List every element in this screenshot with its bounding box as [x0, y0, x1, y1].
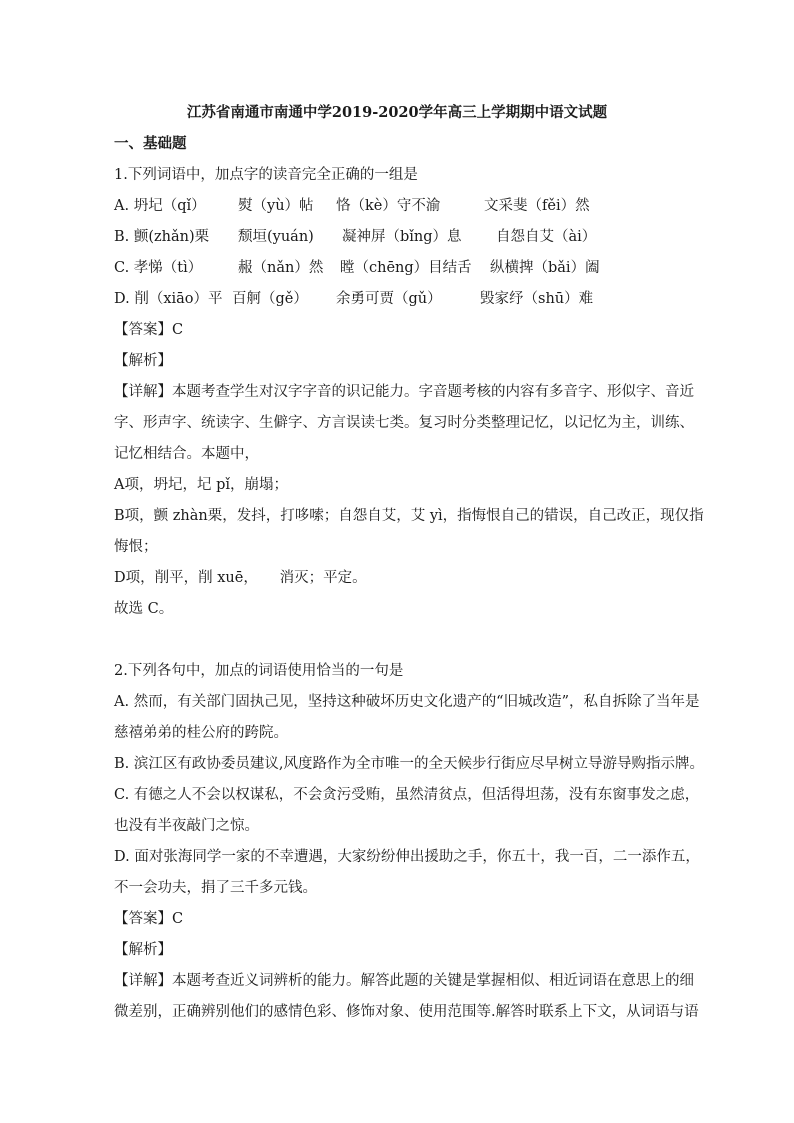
page-title: 江苏省南通市南通中学2019-2020学年高三上学期期中语文试题: [186, 104, 608, 121]
detail-text: 微差别，正确辨别他们的感情色彩、修饰对象、使用范围等.解答时联系上下文，从词语与语: [114, 1004, 699, 1020]
option-a-item-1: A. 坍圮（qǐ）: [114, 198, 206, 214]
question-2-option-a: [114, 692, 700, 712]
option-a-item-3: 恪（kè）守不渝: [336, 198, 441, 214]
option-b-item-1: B. 颤(zhǎn)栗: [114, 229, 210, 245]
question-1-detail-line: 悔恨；: [114, 539, 158, 555]
question-2-stem: 2.下列各句中，加点的词语使用恰当的一句是: [114, 663, 404, 679]
question-1-detail-line: [114, 382, 694, 402]
question-2-detail-line: [114, 971, 694, 991]
option-c-item-3: 瞠（chēng）目结舌: [340, 260, 472, 276]
question-1-option-a: [114, 196, 680, 216]
question-1-detail-line: 记忆相结合。本题中，: [114, 446, 259, 462]
section-heading: 一、基础题: [114, 135, 187, 152]
question-2-option-a-cont: 慈禧弟弟的桂公府的跨院。: [114, 725, 288, 741]
option-b-item-4: 自怨自艾（ài）: [496, 229, 597, 245]
detail-text: 【详解】本题考查近义词辨析的能力。解答此题的关键是掌握相似、相近词语在意思上的细: [114, 973, 694, 989]
question-1-option-b: [114, 227, 680, 247]
option-text: A. 然而，有关部门固执己见，坚持这种破坏历史文化遗产的“旧城改造”，私自拆除了当年是: [114, 694, 700, 710]
option-a-item-2: 熨（yù）帖: [238, 198, 314, 214]
question-1-option-c: [114, 258, 680, 278]
question-1-detail-line: D项，削平，削 xuē， 消灭；平定。: [114, 570, 367, 586]
option-d-item-1: D. 削（xiāo）平: [114, 291, 223, 307]
question-1-answer: 【答案】C: [114, 322, 184, 338]
question-2-analysis-label: 【解析】: [114, 942, 172, 958]
option-c-item-1: C. 孝悌（tì）: [114, 260, 203, 276]
option-text: B. 滨江区有政协委员建议,风度路作为全市唯一的全天候步行街应尽早树立导游导购指示牌。: [114, 756, 704, 772]
option-text: D. 面对张海同学一家的不幸遭遇，大家纷纷伸出援助之手，你五十，我一百，二一添作五，: [114, 849, 700, 865]
question-2-answer: 【答案】C: [114, 911, 184, 927]
question-1-detail-line: [114, 413, 694, 433]
question-1-conclusion: 故选 C。: [114, 601, 174, 617]
question-1-detail-line: [114, 506, 704, 526]
question-2-option-c-cont: 也没有半夜敲门之惊。: [114, 818, 259, 834]
question-2-option-d: [114, 847, 700, 867]
option-text: C. 有德之人不会以权谋私，不会贪污受贿，虽然清贫点，但活得坦荡，没有东窗事发之虑，: [114, 787, 700, 803]
option-a-item-4: 文采斐（fěi）然: [484, 198, 590, 214]
question-2-option-b: [114, 754, 704, 774]
question-2-detail-line: [114, 1002, 699, 1022]
option-b-item-2: 颓垣(yuán): [238, 229, 314, 245]
detail-text: 字、形声字、统读字、生僻字、方言误读七类。复习时分类整理记忆，以记忆为主，训练、: [114, 415, 694, 431]
option-b-item-3: 凝神屏（bǐng）息: [342, 229, 462, 245]
option-d-item-4: 毁家纾（shū）难: [480, 291, 594, 307]
question-1-stem: 1.下列词语中，加点字的读音完全正确的一组是: [114, 167, 418, 183]
question-2-option-d-cont: 不一会功夫，捐了三千多元钱。: [114, 880, 317, 896]
detail-text: B项，颤 zhàn栗，发抖，打哆嗦；自怨自艾，艾 yì，指悔恨自己的错误，自己改正，现仅指: [114, 508, 704, 524]
option-c-item-2: 赧（nǎn）然: [238, 260, 324, 276]
option-d-item-2: 百舸（gě）: [232, 291, 308, 307]
detail-text: 【详解】本题考查学生对汉字字音的识记能力。字音题考核的内容有多音字、形似字、音近: [114, 384, 694, 400]
question-1-analysis-label: 【解析】: [114, 353, 172, 369]
question-2-option-c: [114, 785, 700, 805]
question-1-option-d: [114, 289, 680, 309]
question-1-detail-line: A项，坍圮，圮 pǐ，崩塌；: [114, 477, 288, 493]
option-c-item-4: 纵横捭（bǎi）阖: [490, 260, 600, 276]
option-d-item-3: 余勇可贾（gǔ）: [336, 291, 442, 307]
